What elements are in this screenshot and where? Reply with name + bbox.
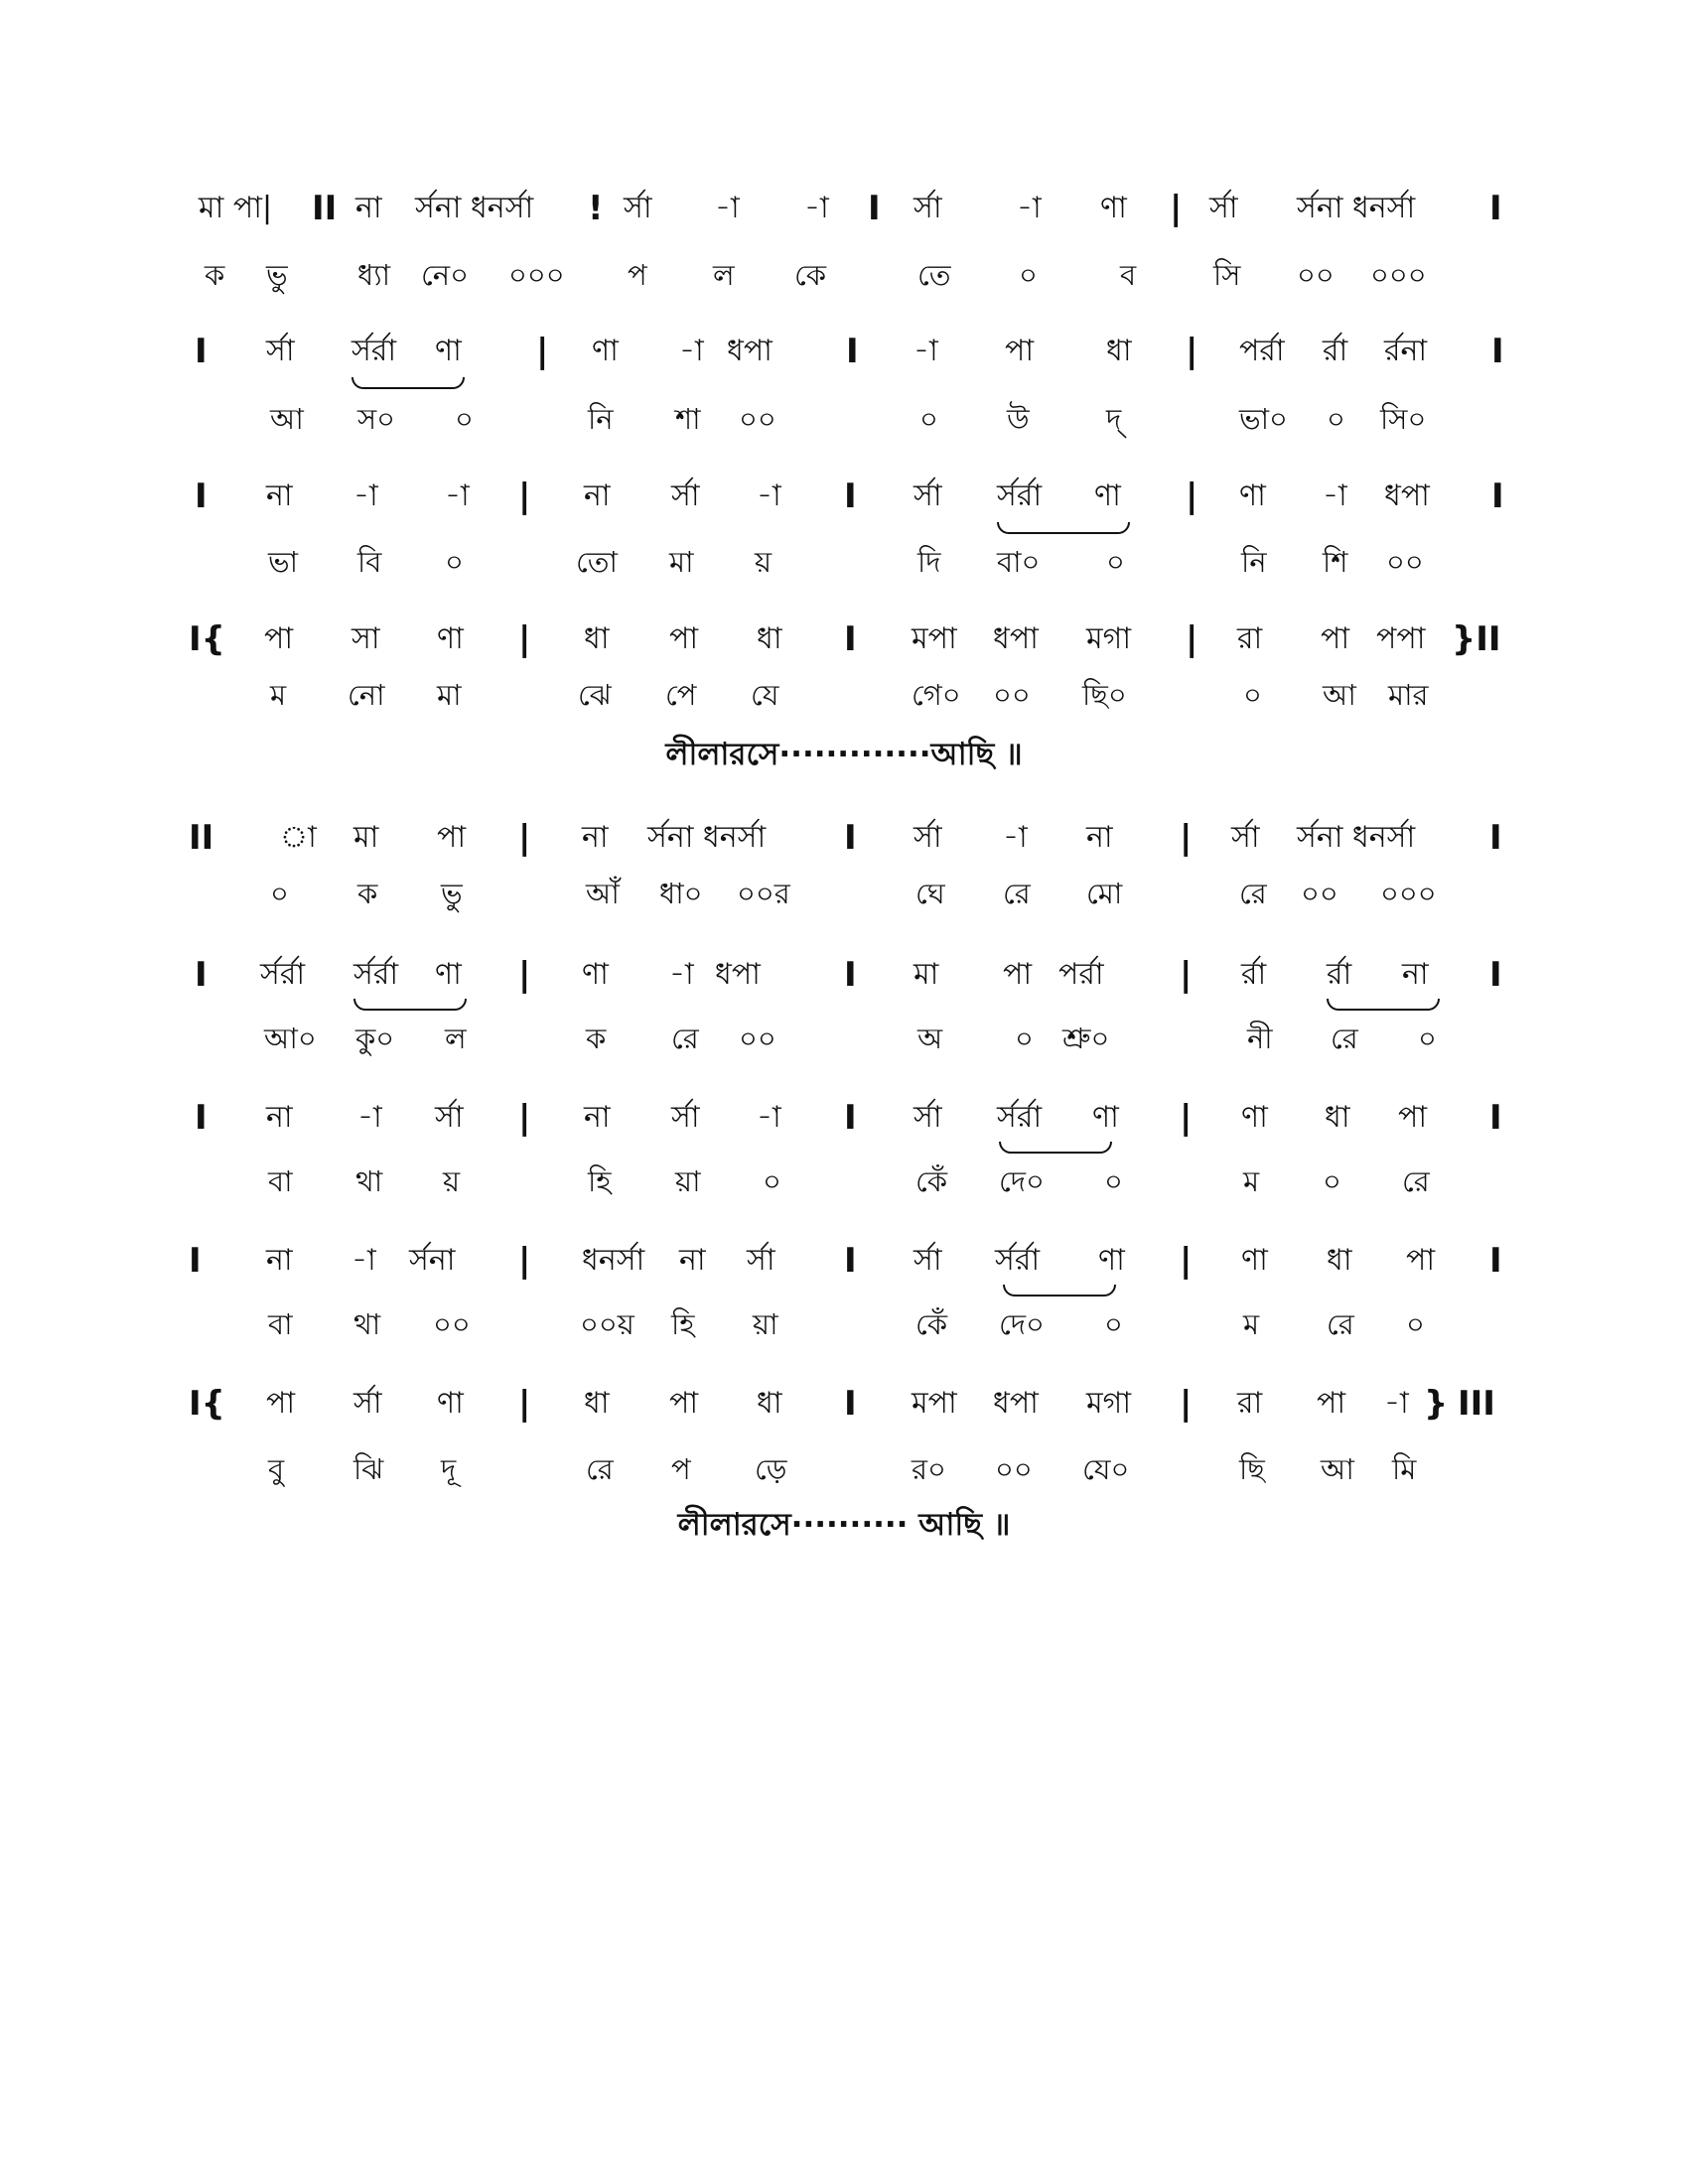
lyric-syllable: ০০ (993, 678, 1031, 712)
bar-line: I (1491, 332, 1504, 371)
lyric-syllable: ল (713, 258, 735, 292)
lyric-syllable: উ (1007, 402, 1030, 436)
note: -া (1323, 478, 1347, 513)
note: র্সা (914, 820, 942, 855)
note: র্সা (914, 191, 942, 225)
note: র্সা (671, 1100, 700, 1135)
note: -া (1384, 1386, 1409, 1421)
lyric-syllable: রে (1239, 877, 1267, 910)
lyric-syllable: রে (1402, 1164, 1430, 1198)
note: ধা (757, 621, 782, 656)
bar-line: I (189, 1241, 202, 1281)
bar-line: | (518, 955, 531, 995)
lyric-syllable: য় (443, 1164, 461, 1198)
lyric-syllable: ভা০ (1239, 402, 1288, 436)
note: ণা (1241, 1100, 1268, 1135)
note: র্রা (1323, 334, 1348, 368)
lyric-syllable: ক (586, 1022, 607, 1055)
bar-line: | (1180, 955, 1193, 995)
note: না (1402, 957, 1429, 992)
bar-line: I (1489, 818, 1502, 858)
bar-line: I (844, 619, 857, 659)
note: ণা (592, 334, 619, 368)
lyrics-row-5 (0, 872, 1688, 921)
lyric-syllable: ধা০ (659, 877, 703, 910)
lyric-syllable: হি (588, 1164, 612, 1198)
bar-line: | (518, 1241, 531, 1281)
note: পা (1321, 621, 1350, 656)
note: ধনর্সা (582, 1243, 645, 1278)
note: পা (1005, 334, 1035, 368)
lyric-syllable: ক (205, 258, 225, 292)
note: র্রা (1241, 957, 1267, 992)
lyric-syllable: মো (1086, 877, 1123, 910)
lyric-syllable: দে০ (999, 1164, 1045, 1198)
lyric-syllable: ০ (1323, 1164, 1341, 1198)
bar-line: I (868, 189, 881, 228)
note: ণা (435, 334, 462, 368)
bar-line: | (1170, 189, 1183, 228)
lyric-syllable: কে (794, 258, 827, 292)
note: র্সা (671, 478, 700, 513)
lyrics-row-7 (0, 1160, 1688, 1209)
bar-line: | (518, 1384, 531, 1424)
lyric-syllable: আ০ (264, 1022, 317, 1055)
lyric-syllable: থা (355, 1164, 383, 1198)
note: ণা (1239, 478, 1266, 513)
lyric-syllable: বা (268, 1307, 293, 1341)
note: র্সা (914, 1243, 942, 1278)
refrain-line: লীলারসে·········· আছি ॥ (677, 1507, 1011, 1543)
note: না (266, 478, 293, 513)
lyrics-row-9 (0, 1447, 1688, 1497)
note: ধপা (1384, 478, 1430, 513)
note: ণা (1094, 478, 1121, 513)
note: -া (353, 478, 378, 513)
lyric-syllable: যে (751, 678, 779, 712)
lyric-syllable: ০ (1418, 1022, 1437, 1055)
note: ণা (437, 1386, 464, 1421)
note: র্সনা (409, 1243, 456, 1278)
note: া (280, 820, 317, 855)
lyric-syllable: ভু (266, 258, 288, 292)
lyric-syllable: নী (1247, 1022, 1273, 1055)
note: -া (715, 191, 740, 225)
note: ধা (584, 621, 610, 656)
note: মগা (1086, 1386, 1132, 1421)
lyric-syllable: আঁ (586, 877, 620, 910)
note: না (355, 191, 382, 225)
refrain-line: লীলারসে·············আছি ॥ (665, 737, 1023, 772)
lyric-syllable: মা (669, 545, 694, 579)
bar-line: III (1458, 1384, 1495, 1424)
note: র্সনা ধনর্সা (415, 191, 534, 225)
note: পপা (1376, 621, 1426, 656)
lyric-syllable: রে (586, 1452, 614, 1486)
lyric-syllable: ০ (1015, 1022, 1034, 1055)
lyric-syllable: ০০র (737, 877, 790, 910)
lyric-syllable: ০ (919, 402, 938, 436)
notes-row-6 (0, 953, 1688, 1003)
lyric-syllable: গে০ (912, 678, 961, 712)
note: ধপা (727, 334, 773, 368)
lyric-syllable: য় (755, 545, 773, 579)
lyric-syllable: ম (270, 678, 287, 712)
bar-line: ! (588, 189, 604, 228)
note: পর্রা (1239, 334, 1285, 368)
lyric-syllable: ০০০ (1370, 258, 1427, 292)
note: -া (669, 957, 694, 992)
lyric-syllable: দ্ (1106, 402, 1122, 436)
lyric-syllable: তো (576, 545, 618, 579)
lyric-syllable: ০ (1106, 545, 1125, 579)
bar-line: II (189, 818, 214, 858)
lyric-syllable: প (671, 1452, 691, 1486)
lyric-syllable: আ (270, 402, 304, 436)
note: র্সা (435, 1100, 464, 1135)
lyric-syllable: তে (917, 258, 951, 292)
note: -া (445, 478, 470, 513)
note: ধা (757, 1386, 782, 1421)
bar-line: | (518, 477, 531, 516)
note: মগা (1086, 621, 1132, 656)
note: মা (914, 957, 939, 992)
note: পা (437, 820, 467, 855)
note: মা (353, 820, 379, 855)
note: না (679, 1243, 706, 1278)
lyric-syllable: ০ (1104, 1164, 1123, 1198)
note: না (266, 1243, 293, 1278)
bar-line: | (1186, 477, 1198, 516)
slur-mark (1327, 999, 1440, 1011)
bar-line: | (1180, 1241, 1193, 1281)
bar-line: | (1180, 818, 1193, 858)
note: রা (1237, 1386, 1263, 1421)
bar-line: } (1424, 1384, 1449, 1424)
bar-line: I (1489, 955, 1502, 995)
lyric-syllable: ০ (763, 1164, 781, 1198)
bar-line: | (1180, 1384, 1193, 1424)
lyric-syllable: ০ (270, 877, 289, 910)
lyric-syllable: ল (445, 1022, 467, 1055)
note: র্সর্রা (260, 957, 306, 992)
note: ণা (435, 957, 462, 992)
lyric-syllable: দে০ (999, 1307, 1045, 1341)
note: র্সনা ধনর্সা (1297, 820, 1416, 855)
lyric-syllable: ড়ে (755, 1452, 787, 1486)
bar-line: I (195, 477, 208, 516)
lyrics-row-3 (0, 540, 1688, 590)
note: না (582, 820, 609, 855)
note: পা (669, 621, 699, 656)
bar-line: | (518, 1098, 531, 1138)
lyric-syllable: বা০ (997, 545, 1041, 579)
lyric-syllable: ব (1120, 258, 1137, 292)
bar-line: | (1186, 332, 1198, 371)
note: র্সর্রা (353, 957, 399, 992)
lyric-syllable: দি (917, 545, 941, 579)
note: রা (1237, 621, 1263, 656)
notes-row-8 (0, 1239, 1688, 1289)
lyric-syllable: শ্রু০ (1062, 1022, 1110, 1055)
lyric-syllable: ০ (1327, 402, 1345, 436)
lyric-syllable: বি (357, 545, 382, 579)
note: ধপা (993, 1386, 1039, 1421)
lyric-syllable: পে (665, 678, 697, 712)
note: ধপা (715, 957, 761, 992)
note: পা (1406, 1243, 1436, 1278)
bar-line: I (844, 1384, 857, 1424)
note: -া (1017, 191, 1042, 225)
note: -া (757, 1100, 781, 1135)
lyric-syllable: স০ (357, 402, 396, 436)
lyric-syllable: আ (1321, 1452, 1354, 1486)
note: ণা (1092, 1100, 1119, 1135)
bar-line: I (844, 818, 857, 858)
lyrics-row-1 (0, 253, 1688, 303)
note: ধা (1106, 334, 1132, 368)
lyric-syllable: ঘে (915, 877, 945, 910)
lyric-syllable: থা (353, 1307, 381, 1341)
note: মপা (912, 621, 957, 656)
lyric-syllable: নো (348, 678, 385, 712)
note: ধা (1327, 1243, 1352, 1278)
lyric-syllable: ০০ (1301, 877, 1338, 910)
bar-line: I (1489, 1241, 1502, 1281)
bar-line: | (518, 619, 531, 659)
note: পা (266, 1386, 296, 1421)
lyric-syllable: কেঁ (915, 1307, 948, 1341)
note: র্সর্রা (997, 478, 1043, 513)
bar-line: }II (1452, 619, 1501, 659)
bar-line: I (844, 1098, 857, 1138)
lyric-syllable: য়া (675, 1164, 701, 1198)
notes-row-2 (0, 330, 1688, 379)
lyric-syllable: ক (357, 877, 378, 910)
lyric-syllable: দূ (441, 1452, 457, 1486)
note: ণা (582, 957, 609, 992)
lyric-syllable: হি (671, 1307, 695, 1341)
lyric-syllable: মা (437, 678, 462, 712)
bar-line: I (844, 477, 857, 516)
note: -া (679, 334, 704, 368)
notes-row-4 (0, 617, 1688, 667)
note: র্সা (624, 191, 652, 225)
note: র্সা (266, 334, 295, 368)
lyric-syllable: সি০ (1380, 402, 1427, 436)
lyric-syllable: ০ (1104, 1307, 1123, 1341)
lyrics-row-6 (0, 1017, 1688, 1066)
lyric-syllable: নি (1241, 545, 1267, 579)
note: পা (264, 621, 294, 656)
lyric-syllable: ০০ (995, 1452, 1033, 1486)
note: -া (757, 478, 781, 513)
notes-row-9 (0, 1382, 1688, 1432)
note: র্সর্রা (995, 1243, 1041, 1278)
note: ধা (1325, 1100, 1350, 1135)
note: র্সা (914, 1100, 942, 1135)
note: পর্রা (1058, 957, 1104, 992)
note: ণা (437, 621, 464, 656)
lyric-syllable: ছি০ (1082, 678, 1127, 712)
note: র্রা (1327, 957, 1352, 992)
lyrics-row-4 (0, 673, 1688, 723)
notes-row-3 (0, 475, 1688, 524)
lyric-syllable: ০০ (1386, 545, 1424, 579)
notes-row-5 (0, 816, 1688, 866)
bar-line: I (195, 332, 208, 371)
lyric-syllable: ০০ (739, 1022, 776, 1055)
lyric-syllable: নে০ (421, 258, 469, 292)
lyric-syllable: ০০০ (508, 258, 565, 292)
note: না (584, 478, 611, 513)
note: -া (1003, 820, 1028, 855)
bar-line: I (1489, 189, 1502, 228)
slur-mark (999, 1142, 1112, 1154)
bar-line: I (846, 332, 859, 371)
lyric-syllable: ০০ (433, 1307, 471, 1341)
note: -া (352, 1243, 376, 1278)
lyric-syllable: ছি (1239, 1452, 1265, 1486)
note: ণা (1241, 1243, 1268, 1278)
bar-line: I (844, 1241, 857, 1281)
lyric-syllable: রে (671, 1022, 699, 1055)
bar-line: | (536, 332, 549, 371)
bar-line: II (312, 189, 338, 228)
note: না (584, 1100, 611, 1135)
note: র্সা (353, 1386, 382, 1421)
notes-row-1 (0, 187, 1688, 236)
lyric-syllable: রে (1331, 1022, 1358, 1055)
lyric-syllable: বু (268, 1452, 285, 1486)
lyric-syllable: অ (917, 1022, 943, 1055)
note: পা (669, 1386, 699, 1421)
lyric-syllable: য়া (753, 1307, 778, 1341)
note: পা (1398, 1100, 1428, 1135)
lyric-syllable: যে০ (1082, 1452, 1130, 1486)
bar-line: I{ (189, 1384, 225, 1424)
slur-mark (352, 377, 465, 389)
lyric-syllable: রে (1003, 877, 1031, 910)
lyric-syllable: ০ (1019, 258, 1038, 292)
bar-line: I{ (189, 619, 225, 659)
lyric-syllable: সি (1213, 258, 1241, 292)
note: র্সর্রা (997, 1100, 1043, 1135)
lyric-syllable: ০ (1243, 678, 1262, 712)
lyric-syllable: ভু (441, 877, 463, 910)
slur-mark (1003, 1285, 1116, 1297)
note: -া (914, 334, 938, 368)
note: পা (1003, 957, 1033, 992)
bar-line: | (1180, 1098, 1193, 1138)
note: র্সনা ধনর্সা (647, 820, 767, 855)
note: র্সা (914, 478, 942, 513)
lyrics-row-8 (0, 1302, 1688, 1352)
lyric-syllable: আ (1323, 678, 1356, 712)
lyric-syllable: রে (1327, 1307, 1354, 1341)
note: না (266, 1100, 293, 1135)
note: র্সর্রা (352, 334, 397, 368)
bar-line: I (1491, 477, 1504, 516)
lyric-syllable: শা (675, 402, 701, 436)
note: র্সা (747, 1243, 775, 1278)
lyric-syllable: ঝি (353, 1452, 384, 1486)
bar-line: | (1186, 619, 1198, 659)
note: ণা (1098, 1243, 1125, 1278)
lyric-syllable: ০০য় (580, 1307, 634, 1341)
lyric-syllable: ০০০ (1380, 877, 1437, 910)
lyrics-row-2 (0, 397, 1688, 447)
lyric-syllable: প (628, 258, 647, 292)
notes-row-7 (0, 1096, 1688, 1146)
bar-line: I (844, 955, 857, 995)
lyric-syllable: ম (1243, 1164, 1260, 1198)
note: পা (1317, 1386, 1346, 1421)
lyric-syllable: ম (1243, 1307, 1260, 1341)
lyric-syllable: নি (588, 402, 614, 436)
note: -া (357, 1100, 382, 1135)
lyric-syllable: কেঁ (915, 1164, 948, 1198)
note: র্সনা ধনর্সা (1297, 191, 1416, 225)
lyric-syllable: ০ (445, 545, 464, 579)
bar-line: | (518, 818, 531, 858)
slur-mark (997, 522, 1130, 534)
note: ধপা (993, 621, 1039, 656)
lyric-syllable: ঝে (578, 678, 612, 712)
note: র্সা (1231, 820, 1260, 855)
note: ধা (584, 1386, 610, 1421)
bar-line: I (195, 1098, 208, 1138)
lyric-syllable: ০ (1406, 1307, 1425, 1341)
lyric-syllable: মি (1392, 1452, 1417, 1486)
lyric-syllable: বা (268, 1164, 293, 1198)
lyric-syllable: কু০ (355, 1022, 395, 1055)
slur-mark (353, 999, 467, 1011)
note: সা (352, 621, 380, 656)
lyric-syllable: র০ (912, 1452, 946, 1486)
note: না (1086, 820, 1113, 855)
lyric-syllable: শি (1323, 545, 1348, 579)
lyric-syllable: ০ (455, 402, 474, 436)
lyric-syllable: ০০ (739, 402, 776, 436)
note: মপা (912, 1386, 957, 1421)
note: র্সা (1209, 191, 1238, 225)
note: র্রনা (1384, 334, 1428, 368)
lyric-syllable: ০০ (1297, 258, 1335, 292)
note: মা পা| (199, 191, 273, 225)
lyric-syllable: মার (1388, 678, 1429, 712)
bar-line: I (195, 955, 208, 995)
bar-line: I (1489, 1098, 1502, 1138)
lyric-syllable: ভা (268, 545, 299, 579)
note: ণা (1100, 191, 1127, 225)
note: -া (804, 191, 829, 225)
lyric-syllable: ধ্যা (357, 258, 391, 292)
